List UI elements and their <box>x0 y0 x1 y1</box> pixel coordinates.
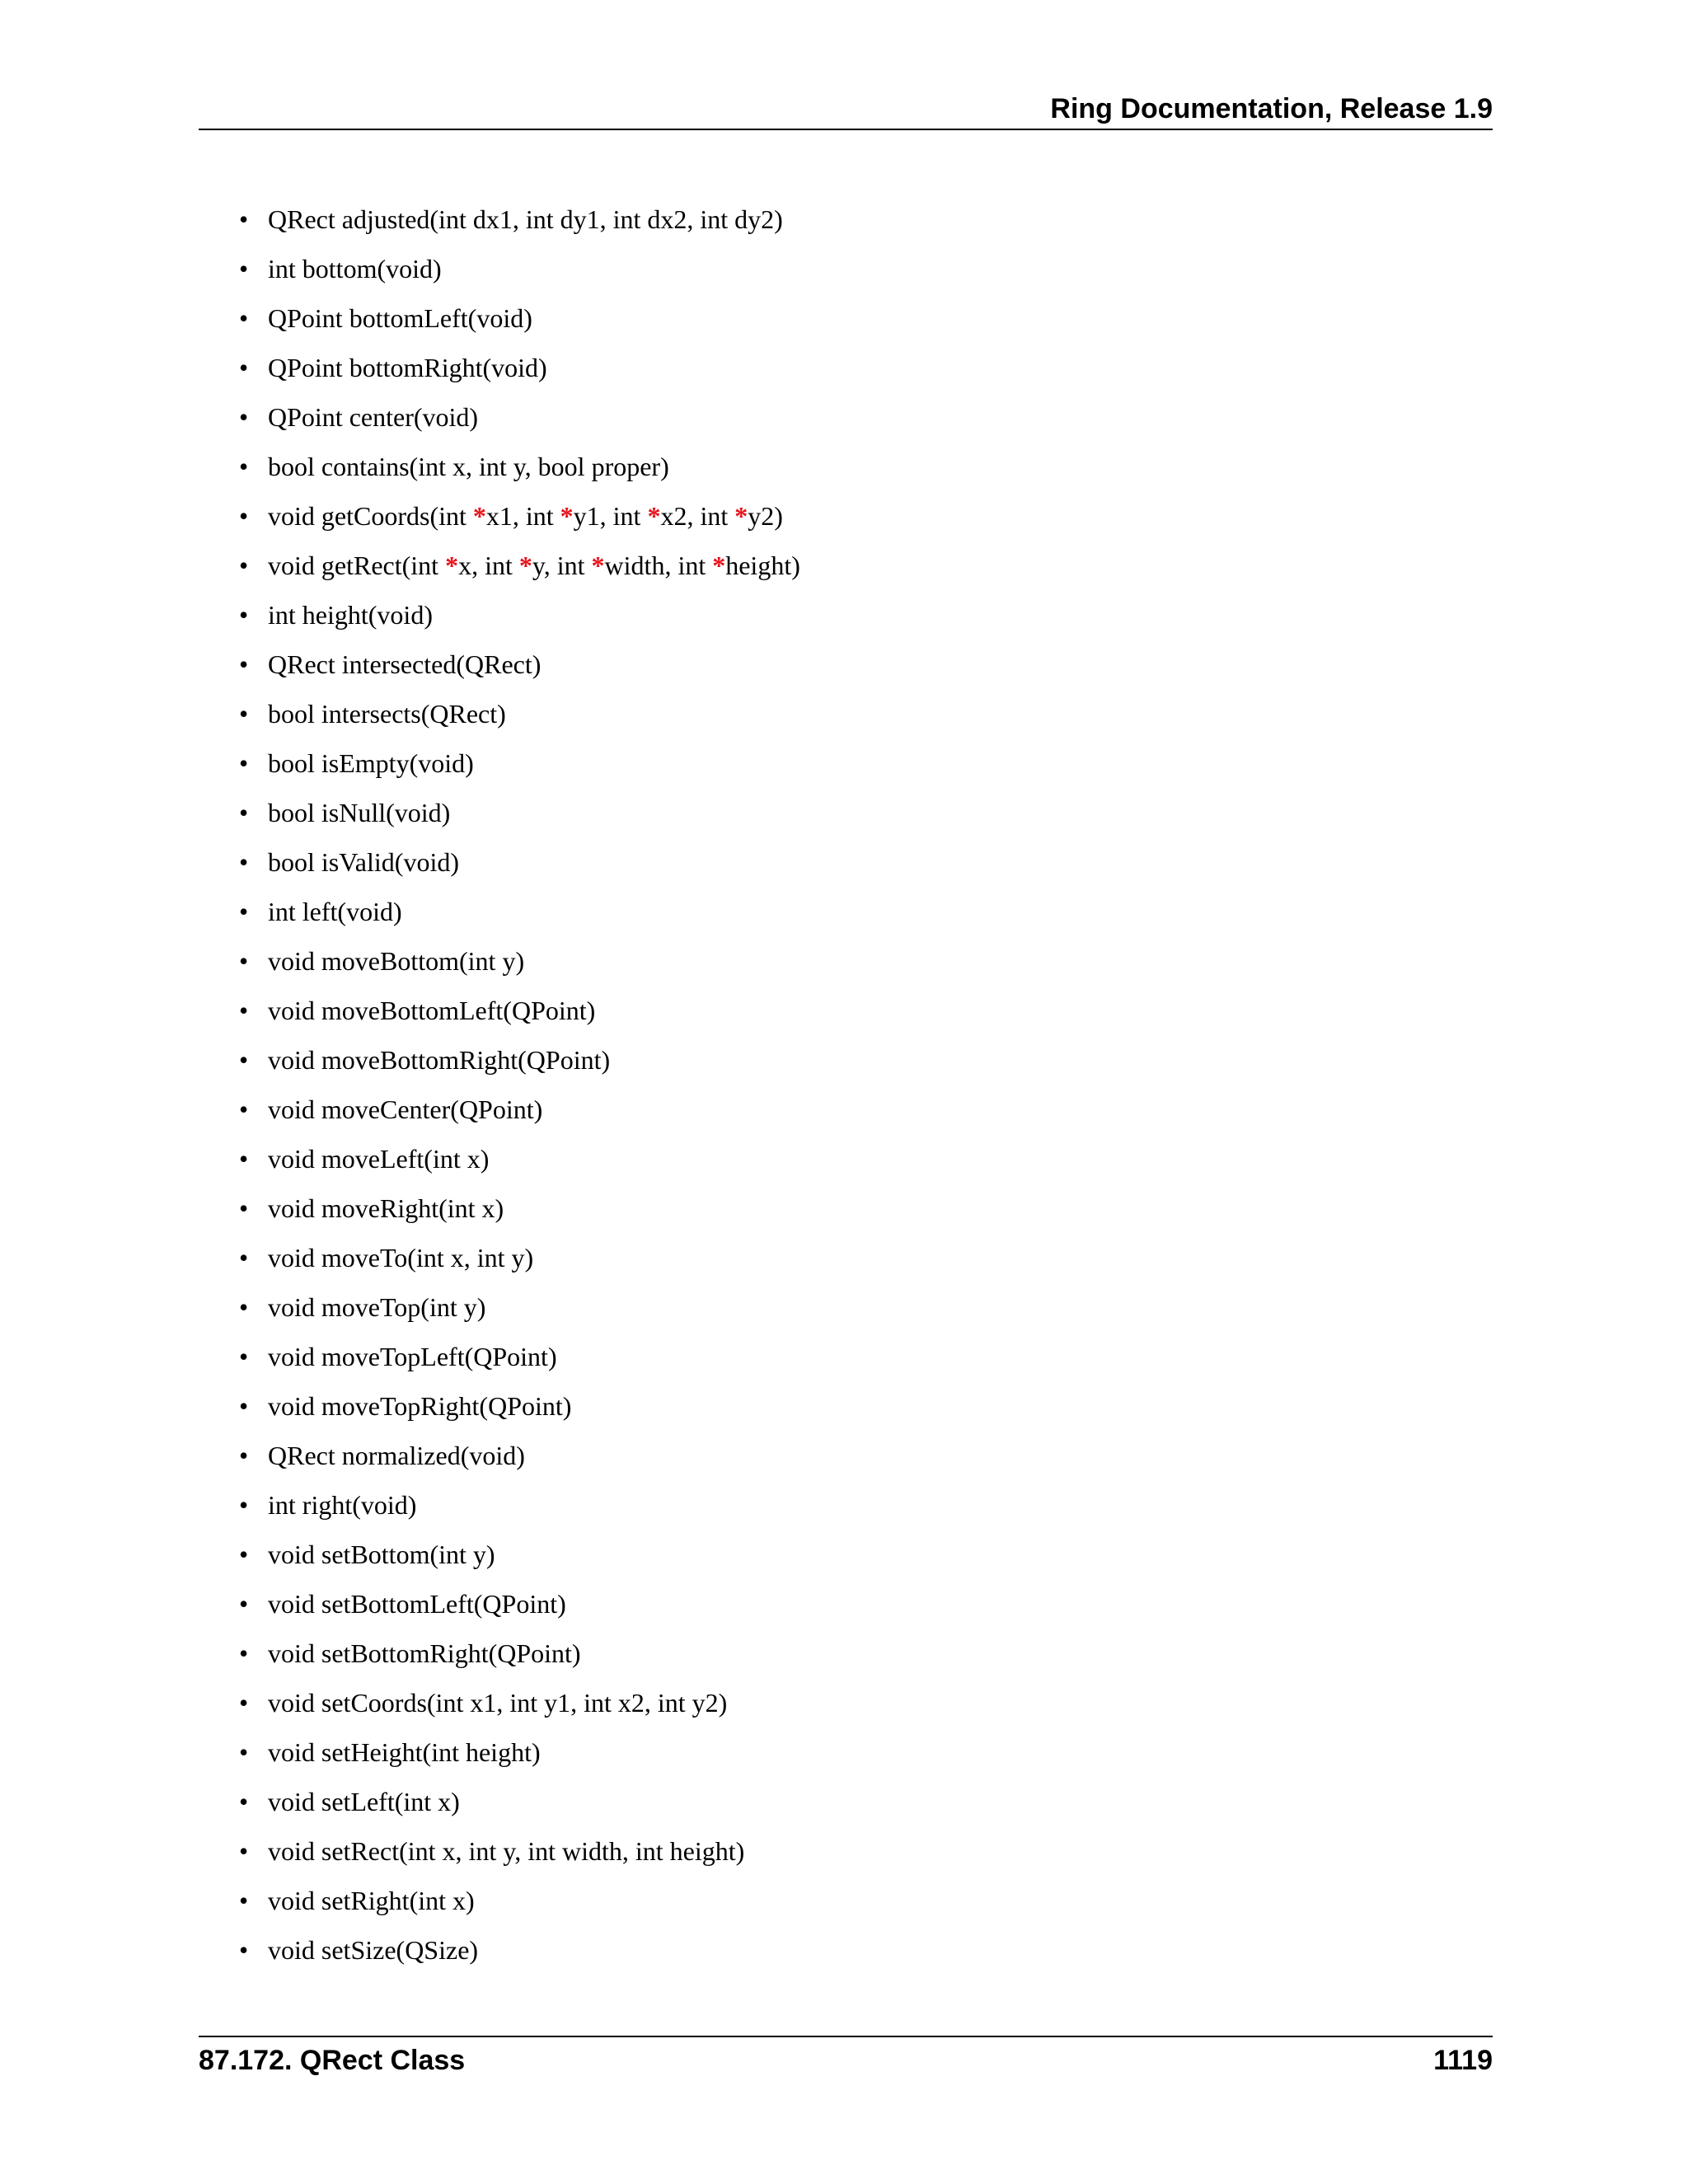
method-signature <box>268 1144 489 1174</box>
signature-text: void setBottom(int y) <box>268 1540 495 1569</box>
bullet-icon: • <box>239 649 249 679</box>
signature-text: QRect adjusted(int dx1, int dy1, int dx2, int dy2) <box>268 204 783 234</box>
signature-text: void setBottomRight(QPoint) <box>268 1638 581 1668</box>
method-signature <box>268 1094 542 1124</box>
method-signature <box>268 1342 557 1371</box>
signature-text: x2, int <box>660 501 735 531</box>
pointer-asterisk: * <box>591 551 605 580</box>
method-signature <box>268 402 478 432</box>
method-list <box>239 194 800 1975</box>
bullet-icon: • <box>239 1638 249 1668</box>
bullet-icon: • <box>239 847 249 877</box>
method-signature <box>268 353 547 382</box>
method-item <box>239 1629 800 1678</box>
page-header <box>199 89 1493 130</box>
signature-text: height) <box>725 551 800 580</box>
signature-text: void setCoords(int x1, int y1, int x2, int y2) <box>268 1688 728 1718</box>
signature-text: bool isValid(void) <box>268 847 459 877</box>
bullet-icon: • <box>239 1886 249 1915</box>
method-item <box>239 392 800 442</box>
bullet-icon: • <box>239 996 249 1025</box>
method-item <box>239 640 800 689</box>
signature-text: void moveLeft(int x) <box>268 1144 490 1174</box>
method-item <box>239 887 800 936</box>
signature-text: void getCoords(int <box>268 501 473 531</box>
document-title: Ring Documentation, Release 1.9 <box>1050 93 1493 124</box>
signature-text: void setSize(QSize) <box>268 1935 479 1965</box>
bullet-icon: • <box>239 1737 249 1767</box>
method-item <box>239 442 800 491</box>
method-item <box>239 1727 800 1777</box>
method-item <box>239 1183 800 1233</box>
method-signature <box>268 649 541 679</box>
bullet-icon: • <box>239 946 249 976</box>
signature-text: y2) <box>748 501 783 531</box>
bullet-icon: • <box>239 1490 249 1520</box>
method-signature <box>268 303 532 333</box>
bullet-icon: • <box>239 1094 249 1124</box>
method-signature <box>268 600 433 630</box>
signature-text: void moveBottomLeft(QPoint) <box>268 996 596 1025</box>
bullet-icon: • <box>239 600 249 630</box>
page-footer <box>199 2036 1493 2077</box>
method-item <box>239 1134 800 1183</box>
bullet-icon: • <box>239 1935 249 1965</box>
bullet-icon: • <box>239 1787 249 1816</box>
section-title: 87.172. QRect Class <box>199 2045 466 2076</box>
method-signature <box>268 1688 727 1718</box>
signature-text: void moveRight(int x) <box>268 1193 504 1223</box>
signature-text: void moveTo(int x, int y) <box>268 1243 534 1272</box>
bullet-icon: • <box>239 353 249 382</box>
signature-text: void setBottomLeft(QPoint) <box>268 1589 566 1619</box>
bullet-icon: • <box>239 1292 249 1322</box>
signature-text: void moveBottomRight(QPoint) <box>268 1045 611 1075</box>
method-signature <box>268 1787 460 1816</box>
method-signature <box>268 1638 581 1668</box>
method-item <box>239 293 800 343</box>
signature-text: int height(void) <box>268 600 433 630</box>
signature-text: QRect normalized(void) <box>268 1441 525 1470</box>
method-signature <box>268 1589 566 1619</box>
method-item <box>239 1480 800 1530</box>
bullet-icon: • <box>239 204 249 234</box>
method-signature <box>268 1243 533 1272</box>
bullet-icon: • <box>239 452 249 481</box>
method-signature <box>268 1935 478 1965</box>
signature-text: bool intersects(QRect) <box>268 699 506 729</box>
method-signature <box>268 1045 610 1075</box>
signature-text: void setRect(int x, int y, int width, int height) <box>268 1836 745 1866</box>
method-signature <box>268 996 595 1025</box>
bullet-icon: • <box>239 1688 249 1718</box>
signature-text: void moveTopLeft(QPoint) <box>268 1342 557 1371</box>
method-item <box>239 1826 800 1876</box>
signature-text: y1, int <box>573 501 648 531</box>
signature-text: QPoint center(void) <box>268 402 479 432</box>
method-signature <box>268 254 442 284</box>
method-item <box>239 1579 800 1629</box>
bullet-icon: • <box>239 1441 249 1470</box>
signature-text: void moveBottom(int y) <box>268 946 525 976</box>
method-signature <box>268 748 474 778</box>
method-item <box>239 1085 800 1134</box>
method-signature <box>268 1836 744 1866</box>
method-item <box>239 244 800 293</box>
method-signature <box>268 798 450 827</box>
signature-text: bool isEmpty(void) <box>268 748 474 778</box>
method-item <box>239 1431 800 1480</box>
pointer-asterisk: * <box>472 501 486 531</box>
signature-text: width, int <box>604 551 713 580</box>
bullet-icon: • <box>239 1589 249 1619</box>
method-signature <box>268 1441 525 1470</box>
signature-text: y, int <box>532 551 592 580</box>
bullet-icon: • <box>239 551 249 580</box>
method-item <box>239 343 800 392</box>
method-item <box>239 1678 800 1727</box>
method-item <box>239 1925 800 1975</box>
signature-text: int bottom(void) <box>268 254 442 284</box>
bullet-icon: • <box>239 254 249 284</box>
method-signature <box>268 897 402 926</box>
method-item <box>239 1035 800 1085</box>
bullet-icon: • <box>239 1391 249 1421</box>
signature-text: QPoint bottomLeft(void) <box>268 303 532 333</box>
signature-text: QPoint bottomRight(void) <box>268 353 547 382</box>
method-item <box>239 541 800 590</box>
bullet-icon: • <box>239 1342 249 1371</box>
method-item <box>239 837 800 887</box>
signature-text: void moveCenter(QPoint) <box>268 1094 543 1124</box>
method-signature <box>268 452 669 481</box>
bullet-icon: • <box>239 1193 249 1223</box>
method-signature <box>268 1737 541 1767</box>
bullet-icon: • <box>239 1144 249 1174</box>
bullet-icon: • <box>239 699 249 729</box>
method-signature <box>268 1193 504 1223</box>
pointer-asterisk: * <box>560 501 574 531</box>
signature-text: void moveTop(int y) <box>268 1292 486 1322</box>
method-item <box>239 1381 800 1431</box>
method-item <box>239 1876 800 1925</box>
method-item <box>239 986 800 1035</box>
signature-text: void moveTopRight(QPoint) <box>268 1391 572 1421</box>
signature-text: int left(void) <box>268 897 402 926</box>
pointer-asterisk: * <box>647 501 661 531</box>
method-item <box>239 1233 800 1282</box>
method-item <box>239 491 800 541</box>
method-signature <box>268 1292 485 1322</box>
bullet-icon: • <box>239 1540 249 1569</box>
method-signature <box>268 1540 495 1569</box>
bullet-icon: • <box>239 1045 249 1075</box>
method-item <box>239 738 800 788</box>
signature-text: bool contains(int x, int y, bool proper) <box>268 452 669 481</box>
method-signature <box>268 501 783 531</box>
signature-text: bool isNull(void) <box>268 798 451 827</box>
signature-text: void setHeight(int height) <box>268 1737 541 1767</box>
signature-text: x, int <box>458 551 519 580</box>
method-item <box>239 1332 800 1381</box>
method-item <box>239 590 800 640</box>
pointer-asterisk: * <box>734 501 748 531</box>
bullet-icon: • <box>239 303 249 333</box>
bullet-icon: • <box>239 897 249 926</box>
bullet-icon: • <box>239 1836 249 1866</box>
signature-text: x1, int <box>485 501 560 531</box>
signature-text: void getRect(int <box>268 551 446 580</box>
method-signature <box>268 204 783 234</box>
method-item <box>239 788 800 837</box>
method-item <box>239 1777 800 1826</box>
bullet-icon: • <box>239 501 249 531</box>
signature-text: int right(void) <box>268 1490 417 1520</box>
pointer-asterisk: * <box>445 551 459 580</box>
method-item <box>239 689 800 738</box>
method-item <box>239 1530 800 1579</box>
method-signature <box>268 1391 571 1421</box>
signature-text: void setLeft(int x) <box>268 1787 460 1816</box>
pointer-asterisk: * <box>712 551 726 580</box>
page-number: 1119 <box>1433 2045 1493 2076</box>
method-signature <box>268 551 800 580</box>
method-signature <box>268 946 524 976</box>
method-item <box>239 194 800 244</box>
method-signature <box>268 847 459 877</box>
pointer-asterisk: * <box>518 551 532 580</box>
bullet-icon: • <box>239 1243 249 1272</box>
method-signature <box>268 1886 475 1915</box>
bullet-icon: • <box>239 402 249 432</box>
signature-text: QRect intersected(QRect) <box>268 649 542 679</box>
bullet-icon: • <box>239 748 249 778</box>
method-signature <box>268 1490 416 1520</box>
method-signature <box>268 699 506 729</box>
bullet-icon: • <box>239 798 249 827</box>
signature-text: void setRight(int x) <box>268 1886 475 1915</box>
method-item <box>239 936 800 986</box>
method-item <box>239 1282 800 1332</box>
